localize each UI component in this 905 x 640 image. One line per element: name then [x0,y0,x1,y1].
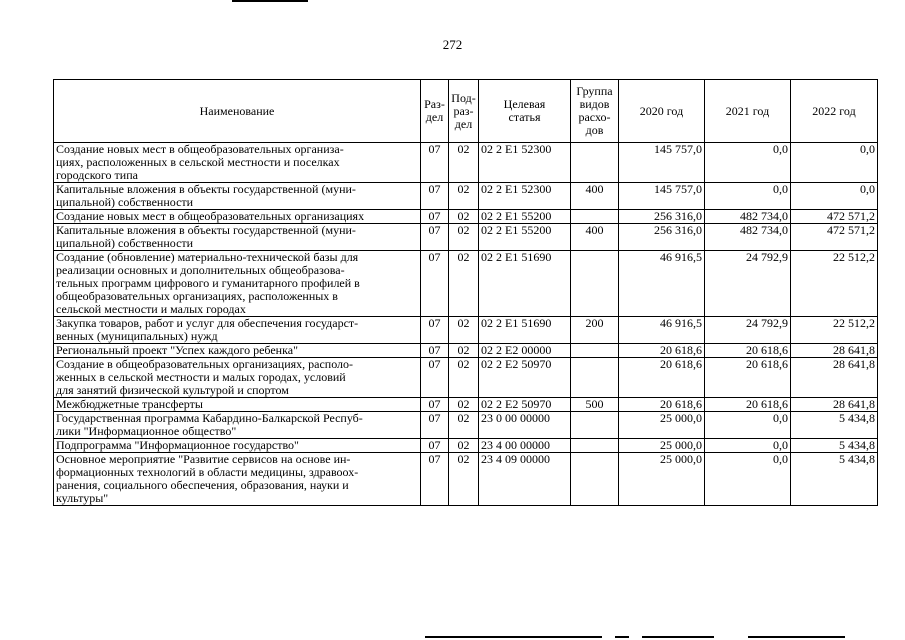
cell-2021: 0,0 [705,412,791,439]
cell-group: 400 [571,224,619,251]
cell-section: 07 [421,453,449,506]
cell-name: Подпрограмма "Информационное государство" [54,439,421,453]
cell-name: Межбюджетные трансферты [54,398,421,412]
table-row [54,317,878,344]
table-row [54,251,878,317]
cell-2022: 22 512,2 [791,317,878,344]
cell-2022: 472 571,2 [791,210,878,224]
cell-section: 07 [421,344,449,358]
header-subsection: Под- раз- дел [449,80,479,143]
header-target: Целевая статья [479,80,571,143]
table-row [54,344,878,358]
top-rule [232,0,308,2]
bottom-rule-4 [748,636,845,638]
cell-group [571,251,619,317]
bottom-rule-3 [642,636,714,638]
cell-section: 07 [421,210,449,224]
cell-2020: 20 618,6 [619,344,705,358]
cell-group [571,439,619,453]
cell-2022: 472 571,2 [791,224,878,251]
cell-2020: 20 618,6 [619,398,705,412]
cell-section: 07 [421,412,449,439]
cell-2022: 5 434,8 [791,453,878,506]
cell-section: 07 [421,398,449,412]
budget-table [53,79,878,506]
cell-group: 500 [571,398,619,412]
cell-subsection: 02 [449,143,479,183]
bottom-rule-1 [425,636,602,638]
cell-2020: 256 316,0 [619,210,705,224]
table-row [54,453,878,506]
cell-name: Создание новых мест в общеобразовательных организациях [54,210,421,224]
cell-target: 02 2 E1 55200 [479,224,571,251]
cell-target: 02 2 E2 00000 [479,344,571,358]
table-row [54,358,878,398]
cell-section: 07 [421,251,449,317]
cell-subsection: 02 [449,224,479,251]
cell-group [571,344,619,358]
cell-subsection: 02 [449,317,479,344]
cell-target: 23 4 09 00000 [479,453,571,506]
header-section: Раз- дел [421,80,449,143]
cell-subsection: 02 [449,344,479,358]
bottom-rule-2 [615,636,629,638]
cell-2021: 20 618,6 [705,344,791,358]
cell-target: 23 0 00 00000 [479,412,571,439]
cell-subsection: 02 [449,183,479,210]
cell-section: 07 [421,358,449,398]
cell-name: Закупка товаров, работ и услуг для обеспечения государст- венных (муниципальных) нужд [54,317,421,344]
cell-group: 400 [571,183,619,210]
cell-2020: 46 916,5 [619,317,705,344]
cell-group: 200 [571,317,619,344]
cell-section: 07 [421,439,449,453]
cell-2022: 0,0 [791,183,878,210]
cell-target: 02 2 E1 51690 [479,317,571,344]
table-body [54,143,878,506]
cell-target: 02 2 E2 50970 [479,398,571,412]
cell-2022: 5 434,8 [791,412,878,439]
cell-subsection: 02 [449,453,479,506]
cell-target: 02 2 E1 55200 [479,210,571,224]
table-row [54,183,878,210]
cell-2020: 25 000,0 [619,453,705,506]
header-group: Группа видов расхо- дов [571,80,619,143]
cell-name: Создание (обновление) материально-технической базы для реализации основных и дополнительных общеобразова- тельных программ цифрового и гуманитарного профилей в общеобразовательных организациях, расположенных в сельской местности и малых городах [54,251,421,317]
cell-2022: 28 641,8 [791,358,878,398]
header-name: Наименование [54,80,421,143]
cell-2021: 24 792,9 [705,317,791,344]
cell-2020: 25 000,0 [619,412,705,439]
cell-section: 07 [421,143,449,183]
cell-group [571,210,619,224]
cell-name: Региональный проект "Успех каждого ребенка" [54,344,421,358]
cell-2020: 25 000,0 [619,439,705,453]
cell-2022: 0,0 [791,143,878,183]
cell-2022: 28 641,8 [791,344,878,358]
cell-2021: 0,0 [705,453,791,506]
cell-section: 07 [421,317,449,344]
cell-group [571,143,619,183]
cell-2021: 24 792,9 [705,251,791,317]
cell-section: 07 [421,224,449,251]
cell-target: 02 2 E1 51690 [479,251,571,317]
cell-2021: 0,0 [705,143,791,183]
cell-2020: 145 757,0 [619,143,705,183]
cell-group [571,412,619,439]
cell-name: Создание новых мест в общеобразовательных организа- циях, расположенных в сельской местности и поселках городского типа [54,143,421,183]
cell-target: 02 2 E1 52300 [479,143,571,183]
cell-name: Создание в общеобразовательных организациях, располо- женных в сельской местности и малых городах, условий для занятий физической культурой и спортом [54,358,421,398]
cell-name: Основное мероприятие "Развитие сервисов на основе ин- формационных технологий в области медицины, здравоох- ранения, социального обеспечения, образования, науки и культуры" [54,453,421,506]
cell-subsection: 02 [449,358,479,398]
cell-2022: 28 641,8 [791,398,878,412]
cell-name: Капитальные вложения в объекты государственной (муни- ципальной) собственности [54,224,421,251]
table-row [54,143,878,183]
cell-2022: 5 434,8 [791,439,878,453]
cell-2021: 0,0 [705,183,791,210]
cell-target: 23 4 00 00000 [479,439,571,453]
page-number: 272 [442,37,463,52]
header-2020: 2020 год [619,80,705,143]
cell-subsection: 02 [449,439,479,453]
cell-2021: 482 734,0 [705,210,791,224]
table-header-row [54,80,878,143]
cell-2020: 256 316,0 [619,224,705,251]
cell-subsection: 02 [449,412,479,439]
cell-2021: 482 734,0 [705,224,791,251]
cell-subsection: 02 [449,398,479,412]
cell-name: Государственная программа Кабардино-Балкарской Респуб- лики "Информационное общество" [54,412,421,439]
cell-2020: 145 757,0 [619,183,705,210]
table-row [54,439,878,453]
cell-name: Капитальные вложения в объекты государственной (муни- ципальной) собственности [54,183,421,210]
header-2021: 2021 год [705,80,791,143]
cell-2020: 20 618,6 [619,358,705,398]
cell-subsection: 02 [449,210,479,224]
cell-2021: 20 618,6 [705,358,791,398]
cell-target: 02 2 E1 52300 [479,183,571,210]
table-row [54,398,878,412]
cell-subsection: 02 [449,251,479,317]
cell-group [571,358,619,398]
header-2022: 2022 год [791,80,878,143]
cell-section: 07 [421,183,449,210]
table-row [54,412,878,439]
table-row [54,210,878,224]
cell-2021: 20 618,6 [705,398,791,412]
cell-2020: 46 916,5 [619,251,705,317]
cell-2022: 22 512,2 [791,251,878,317]
cell-group [571,453,619,506]
cell-2021: 0,0 [705,439,791,453]
table-row [54,224,878,251]
cell-target: 02 2 E2 50970 [479,358,571,398]
